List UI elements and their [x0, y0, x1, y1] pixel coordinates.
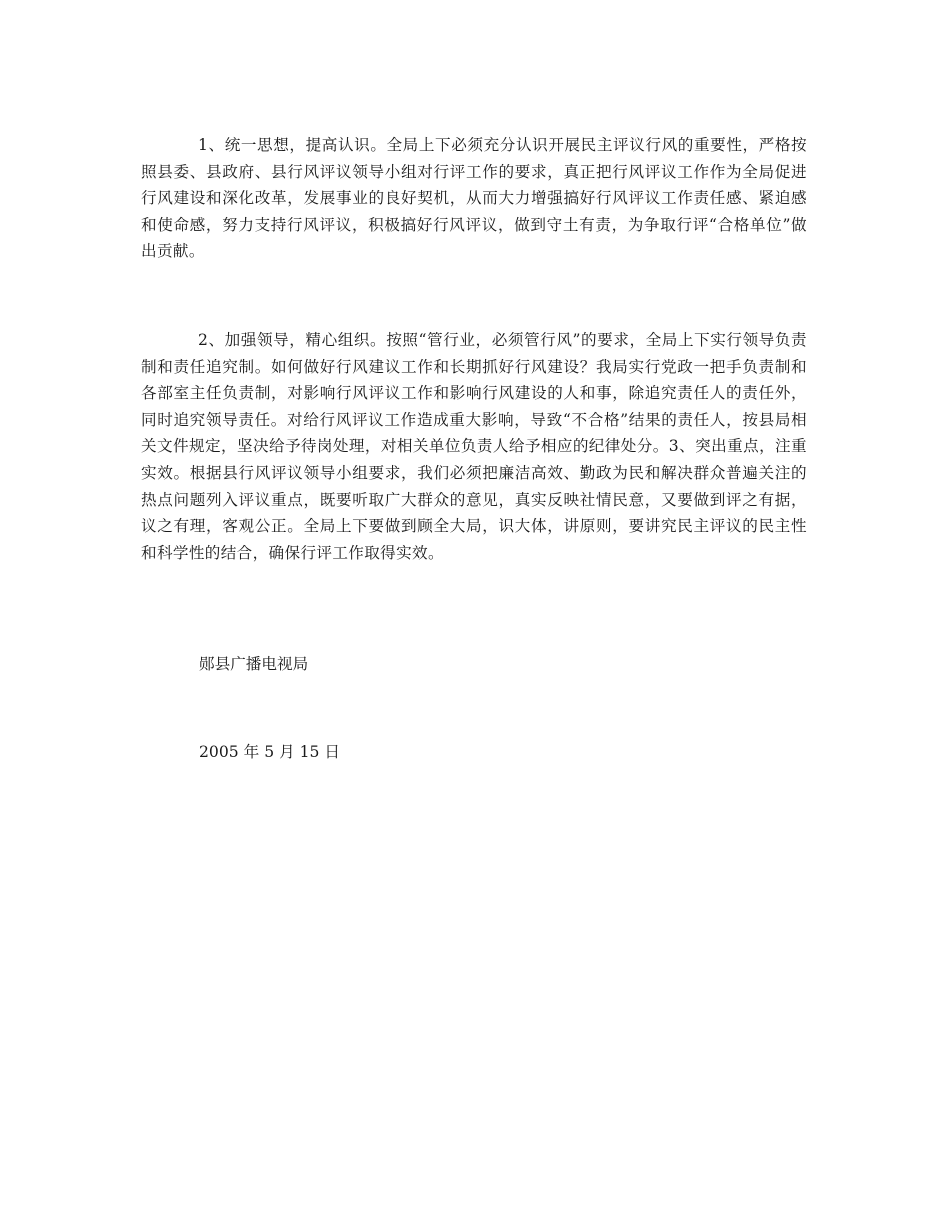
- paragraph-2: 2、加强领导，精心组织。按照“管行业，必须管行风”的要求，全局上下实行领导负责制和责任追究制。如何做好行风建议工作和长期抓好行风建设？我局实行党政一把手负责制和各部室主任负责制，对影响行风评议工作和影响行风建设的人和事，除追究责任人的责任外，同时追究领导责任。对给行风评议工作造成重大影响，导致“不合格”结果的责任人，按县局相关文件规定，坚决给予待岗处理，对相关单位负责人给予相应的纪律处分。3、突出重点，注重实效。根据县行风评议领导小组要求，我们必须把廉洁高效、勤政为民和解决群众普遍关注的热点问题列入评议重点，既要听取广大群众的意见，真实反映社情民意，又要做到评之有据，议之有理，客观公正。全局上下要做到顾全大局，识大体，讲原则，要讲究民主评议的民主性和科学性的结合，确保行评工作取得实效。: [141, 331, 807, 562]
- signature-organization: 郧县广播电视局: [199, 655, 309, 673]
- signature-date: 2005 年 5 月 15 日: [199, 743, 341, 761]
- paragraph-1: 1、统一思想，提高认识。全局上下必须充分认识开展民主评议行风的重要性，严格按照县委、县政府、县行风评议领导小组对行评工作的要求，真正把行风评议工作作为全局促进行风建设和深化改革，发展事业的良好契机，从而大力增强搞好行风评议工作责任感、紧迫感和使命感，努力支持行风评议，积极搞好行风评议，做到守土有责，为争取行评“合格单位”做出贡献。: [141, 136, 807, 261]
